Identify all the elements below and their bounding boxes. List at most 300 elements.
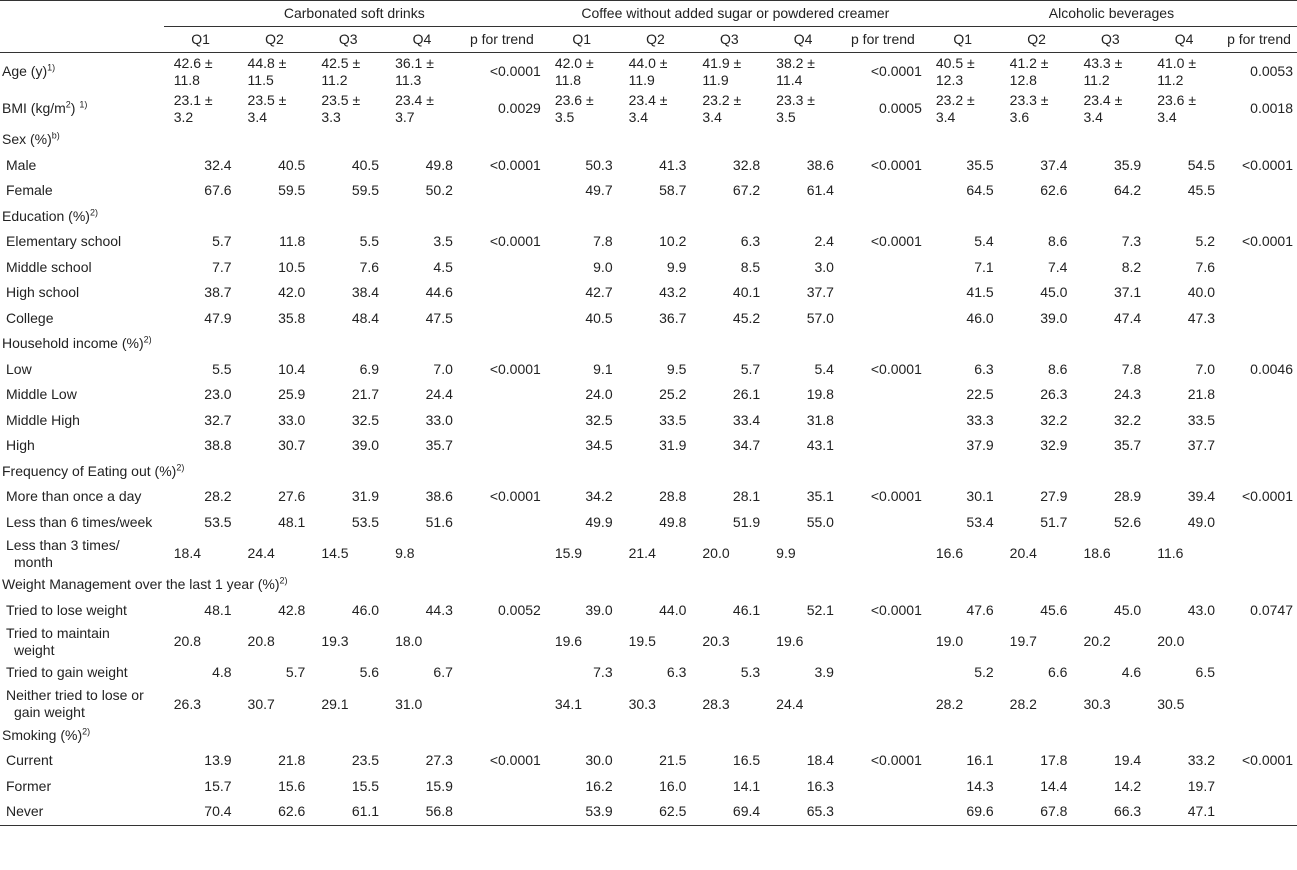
cell-value: 48.4 <box>351 309 380 326</box>
row-label-text: Middle Low <box>6 386 77 403</box>
p-trend-cell <box>459 535 545 572</box>
row-label-text: Female <box>6 182 53 199</box>
row-label-text: Current <box>6 752 53 769</box>
value-cell <box>766 178 840 204</box>
cell-value: 40.1 <box>732 284 761 301</box>
cell-value: 32.7 <box>204 411 232 428</box>
mean-sd-cell <box>545 53 619 91</box>
value-cell <box>692 510 766 536</box>
cell-value: 20.3 <box>702 633 730 649</box>
cell-value: 47.4 <box>1113 309 1142 326</box>
cell-value: 16.2 <box>585 777 613 794</box>
value-cell <box>385 306 459 332</box>
value-cell <box>311 229 385 255</box>
value-cell <box>926 623 1000 660</box>
cell-value: 8.6 <box>1047 233 1068 250</box>
p-trend-header: p for trend <box>840 27 926 53</box>
value-cell <box>238 484 312 510</box>
cell-value: 15.6 <box>278 777 306 794</box>
p-trend-cell <box>840 433 926 459</box>
cell-value: 10.2 <box>659 233 687 250</box>
table-row <box>0 510 1297 536</box>
section-title: Weight Management over the last 1 year (%) <box>2 576 280 593</box>
value-cell <box>311 748 385 774</box>
cell-value: 29.1 <box>321 695 349 712</box>
cell-value: 4.8 <box>212 664 232 681</box>
value-cell <box>1000 598 1074 624</box>
cell-value: 14.4 <box>1040 777 1068 794</box>
value-cell <box>1147 153 1221 179</box>
value-cell <box>311 510 385 536</box>
value-cell <box>1073 408 1147 434</box>
row-label-text: ) <box>70 100 76 116</box>
cell-value: 53.5 <box>351 513 380 530</box>
cell-value: 39.0 <box>351 437 380 454</box>
cell-value: 32.8 <box>732 156 761 173</box>
sd-value: 3.4 <box>628 108 649 125</box>
mean-sd-cell <box>766 90 840 127</box>
row-label-line: Less than 3 times/ <box>6 536 120 553</box>
value-cell <box>545 357 619 383</box>
sd-value: 11.2 <box>1157 71 1184 88</box>
quartile-header: Q1 <box>545 27 619 53</box>
cell-value: 7.6 <box>1195 258 1215 275</box>
row-label-text: Low <box>6 360 32 377</box>
value-cell <box>766 153 840 179</box>
cell-value: 62.6 <box>278 803 306 820</box>
value-cell <box>926 255 1000 281</box>
p-trend-cell <box>840 255 926 281</box>
cell-value: 70.4 <box>204 803 232 820</box>
cell-value: 8.6 <box>1047 360 1068 377</box>
cell-value: 34.7 <box>732 437 761 454</box>
mean-value: 44.8 ± <box>247 54 287 71</box>
p-trend-cell <box>1221 408 1297 434</box>
value-cell <box>545 433 619 459</box>
value-cell <box>1073 229 1147 255</box>
cell-value: 30.5 <box>1157 695 1185 712</box>
value-cell <box>766 484 840 510</box>
footnote-marker: 2) <box>176 462 185 473</box>
value-cell <box>238 255 312 281</box>
value-cell <box>692 623 766 660</box>
cell-value: 9.9 <box>776 545 796 561</box>
footnote-marker: 2 <box>65 99 71 110</box>
table-row <box>0 535 1297 572</box>
section-heading-label <box>0 572 1297 598</box>
cell-value: 33.2 <box>1187 752 1215 769</box>
cell-value: 5.7 <box>212 233 232 250</box>
p-trend-header: p for trend <box>459 27 545 53</box>
cell-value: 49.9 <box>585 513 613 530</box>
cell-value: 7.7 <box>212 258 232 275</box>
p-trend-cell <box>1221 382 1297 408</box>
value-cell <box>545 229 619 255</box>
cell-value: 10.5 <box>278 258 306 275</box>
mean-value: 23.6 ± <box>554 91 594 108</box>
value-cell <box>766 255 840 281</box>
cell-value: 35.7 <box>1113 437 1142 454</box>
value-cell <box>545 306 619 332</box>
mean-sd-cell <box>238 53 312 91</box>
row-label-text: Middle High <box>6 411 80 428</box>
value-cell <box>766 799 840 825</box>
value-cell <box>545 799 619 825</box>
cell-value: 14.2 <box>1113 777 1142 794</box>
p-trend-cell <box>1221 748 1297 774</box>
value-cell <box>926 598 1000 624</box>
value-cell <box>164 408 238 434</box>
mean-value: 23.1 ± <box>173 91 213 108</box>
p-trend-cell <box>459 90 545 127</box>
value-cell <box>1000 153 1074 179</box>
p-value: <0.0001 <box>1242 156 1293 173</box>
cell-value: 52.6 <box>1113 513 1142 530</box>
mean-value: 42.6 ± <box>173 54 213 71</box>
mean-value: 23.4 ± <box>1083 91 1123 108</box>
section-heading-label <box>0 723 1297 749</box>
cell-value: 20.0 <box>702 545 730 561</box>
value-cell <box>545 535 619 572</box>
cell-value: 4.6 <box>1121 664 1142 681</box>
value-cell <box>766 433 840 459</box>
p-trend-cell <box>1221 535 1297 572</box>
mean-sd-cell <box>385 53 459 91</box>
p-value: 0.0747 <box>1250 601 1293 618</box>
value-cell <box>164 255 238 281</box>
p-trend-cell <box>459 178 545 204</box>
cell-value: 37.1 <box>1113 284 1142 301</box>
cell-value: 15.5 <box>351 777 380 794</box>
p-trend-cell <box>459 774 545 800</box>
mean-sd-cell <box>385 90 459 127</box>
cell-value: 18.0 <box>395 633 423 649</box>
cell-value: 31.0 <box>395 695 423 712</box>
cell-value: 40.0 <box>1187 284 1215 301</box>
value-cell <box>926 748 1000 774</box>
cell-value: 30.0 <box>585 752 613 769</box>
value-cell <box>164 178 238 204</box>
p-value: 0.0052 <box>498 601 541 618</box>
value-cell <box>926 510 1000 536</box>
value-cell <box>1147 484 1221 510</box>
value-cell <box>545 623 619 660</box>
value-cell <box>545 153 619 179</box>
value-cell <box>1073 623 1147 660</box>
value-cell <box>766 535 840 572</box>
cell-value: 7.1 <box>974 258 994 275</box>
cell-value: 47.9 <box>204 309 232 326</box>
value-cell <box>238 280 312 306</box>
value-cell <box>619 623 693 660</box>
section-title: Education (%) <box>2 207 90 224</box>
cell-value: 20.8 <box>247 633 275 649</box>
value-cell <box>619 178 693 204</box>
p-trend-cell <box>1221 686 1297 723</box>
value-cell <box>619 799 693 825</box>
p-trend-cell <box>840 280 926 306</box>
value-cell <box>545 660 619 686</box>
sd-value: 12.3 <box>935 71 964 88</box>
cell-value: 48.1 <box>278 513 306 530</box>
p-trend-cell <box>1221 53 1297 91</box>
quartile-header: Q4 <box>385 27 459 53</box>
p-value: <0.0001 <box>870 601 922 618</box>
mean-sd-cell <box>766 53 840 91</box>
p-trend-cell <box>1221 774 1297 800</box>
value-cell <box>692 382 766 408</box>
cell-value: 23.0 <box>204 386 232 403</box>
cell-value: 18.4 <box>806 752 834 769</box>
row-label <box>0 660 164 686</box>
p-trend-cell <box>459 408 545 434</box>
cell-value: 39.4 <box>1187 488 1215 505</box>
value-cell <box>1147 280 1221 306</box>
cell-value: 38.6 <box>425 488 453 505</box>
row-label <box>0 535 164 572</box>
row-label <box>0 306 164 332</box>
cell-value: 33.0 <box>425 411 453 428</box>
sd-value: 11.2 <box>321 71 348 88</box>
cell-value: 7.6 <box>359 258 380 275</box>
mean-sd-cell <box>1000 53 1074 91</box>
mean-value: 23.5 ± <box>247 91 287 108</box>
value-cell <box>385 598 459 624</box>
value-cell <box>1147 660 1221 686</box>
cell-value: 45.0 <box>1113 601 1142 618</box>
value-cell <box>311 433 385 459</box>
cell-value: 30.7 <box>247 695 275 712</box>
sd-value: 11.8 <box>554 71 582 88</box>
cell-value: 40.5 <box>278 156 306 173</box>
value-cell <box>766 774 840 800</box>
cell-value: 47.6 <box>966 601 994 618</box>
p-value: <0.0001 <box>489 156 541 173</box>
quartile-header: Q1 <box>926 27 1000 53</box>
value-cell <box>164 382 238 408</box>
value-cell <box>692 660 766 686</box>
cell-value: 49.8 <box>659 513 687 530</box>
value-cell <box>238 408 312 434</box>
value-cell <box>619 686 693 723</box>
value-cell <box>766 229 840 255</box>
p-trend-cell <box>840 510 926 536</box>
value-cell <box>1147 433 1221 459</box>
value-cell <box>1073 510 1147 536</box>
p-trend-cell <box>840 748 926 774</box>
value-cell <box>1073 178 1147 204</box>
cell-value: 44.3 <box>425 601 453 618</box>
value-cell <box>164 686 238 723</box>
mean-value: 23.3 ± <box>776 91 815 108</box>
value-cell <box>1000 623 1074 660</box>
cell-value: 15.9 <box>554 545 583 561</box>
cell-value: 5.7 <box>740 360 761 377</box>
value-cell <box>1073 382 1147 408</box>
value-cell <box>164 306 238 332</box>
table-row <box>0 623 1297 660</box>
value-cell <box>926 484 1000 510</box>
mean-sd-cell <box>1073 53 1147 91</box>
cell-value: 7.3 <box>1121 233 1142 250</box>
cell-value: 16.0 <box>659 777 687 794</box>
value-cell <box>385 510 459 536</box>
row-label-text: Former <box>6 777 52 794</box>
table-body <box>0 53 1297 826</box>
mean-value: 23.6 ± <box>1157 91 1197 108</box>
section-heading-education <box>0 204 1297 230</box>
table-row <box>0 229 1297 255</box>
value-cell <box>238 535 312 572</box>
footnote-marker: 2) <box>89 207 98 218</box>
cell-value: 2.4 <box>814 233 834 250</box>
cell-value: 28.9 <box>1113 488 1142 505</box>
value-cell <box>164 433 238 459</box>
section-title: Household income (%) <box>2 335 144 352</box>
mean-value: 42.5 ± <box>321 54 361 71</box>
cell-value: 5.3 <box>740 664 761 681</box>
table-row <box>0 408 1297 434</box>
table-row <box>0 382 1297 408</box>
value-cell <box>619 433 693 459</box>
p-trend-cell <box>459 280 545 306</box>
p-trend-cell <box>459 53 545 91</box>
cell-value: 30.3 <box>1083 695 1111 712</box>
sd-value: 3.5 <box>776 108 796 125</box>
row-label-text: BMI (kg/m <box>2 100 66 116</box>
value-cell <box>926 408 1000 434</box>
cell-value: 67.2 <box>732 182 761 199</box>
p-trend-cell <box>459 598 545 624</box>
cell-value: 19.6 <box>554 633 583 649</box>
p-value: <0.0001 <box>1242 488 1293 505</box>
table-row <box>0 660 1297 686</box>
cell-value: 31.8 <box>806 411 834 428</box>
value-cell <box>238 748 312 774</box>
p-trend-cell <box>1221 484 1297 510</box>
sd-value: 11.5 <box>247 71 274 88</box>
value-cell <box>619 382 693 408</box>
cell-value: 65.3 <box>806 803 834 820</box>
value-cell <box>766 748 840 774</box>
cell-value: 45.0 <box>1040 284 1068 301</box>
cell-value: 64.5 <box>966 182 994 199</box>
value-cell <box>164 229 238 255</box>
p-trend-cell <box>1221 433 1297 459</box>
row-label <box>0 433 164 459</box>
value-cell <box>1147 510 1221 536</box>
value-cell <box>164 748 238 774</box>
value-cell <box>1147 774 1221 800</box>
cell-value: 6.3 <box>974 360 994 377</box>
sd-value: 3.4 <box>702 108 722 125</box>
value-cell <box>619 535 693 572</box>
sd-value: 3.4 <box>247 108 267 125</box>
p-trend-cell <box>1221 255 1297 281</box>
cell-value: 7.8 <box>593 233 613 250</box>
value-cell <box>692 255 766 281</box>
cell-value: 53.5 <box>204 513 232 530</box>
mean-sd-cell <box>311 90 385 127</box>
cell-value: 35.8 <box>278 309 306 326</box>
value-cell <box>238 433 312 459</box>
cell-value: 11.8 <box>279 233 306 250</box>
cell-value: 28.2 <box>1009 695 1037 712</box>
value-cell <box>545 484 619 510</box>
value-cell <box>1073 484 1147 510</box>
cell-value: 44.6 <box>425 284 453 301</box>
cell-value: 50.3 <box>585 156 613 173</box>
value-cell <box>238 623 312 660</box>
value-cell <box>619 229 693 255</box>
cell-value: 39.0 <box>585 601 613 618</box>
value-cell <box>545 382 619 408</box>
cell-value: 52.1 <box>806 601 834 618</box>
cell-value: 26.3 <box>173 695 201 712</box>
cell-value: 35.9 <box>1113 156 1142 173</box>
cell-value: 6.3 <box>666 664 687 681</box>
bmi-label <box>0 90 164 127</box>
sd-value: 11.4 <box>776 71 803 88</box>
value-cell <box>311 357 385 383</box>
p-value: <0.0001 <box>870 752 922 769</box>
p-trend-cell <box>840 408 926 434</box>
cell-value: 33.0 <box>278 411 306 428</box>
sd-value: 11.8 <box>173 71 200 88</box>
value-cell <box>1000 357 1074 383</box>
sd-value: 3.3 <box>321 108 341 125</box>
sd-value: 11.9 <box>702 71 729 88</box>
cell-value: 7.3 <box>593 664 613 681</box>
cell-value: 3.9 <box>814 664 834 681</box>
section-heading-sex <box>0 127 1297 153</box>
cell-value: 27.6 <box>278 488 306 505</box>
cell-value: 31.9 <box>659 437 687 454</box>
table-row <box>0 799 1297 825</box>
cell-value: 21.4 <box>628 545 656 561</box>
value-cell <box>385 535 459 572</box>
cell-value: 37.9 <box>966 437 994 454</box>
cell-value: 17.8 <box>1040 752 1068 769</box>
cell-value: 49.7 <box>585 182 613 199</box>
cell-value: 5.7 <box>285 664 306 681</box>
value-cell <box>1000 748 1074 774</box>
value-cell <box>1000 535 1074 572</box>
cell-value: 14.5 <box>321 545 349 561</box>
age-label <box>0 53 164 91</box>
cell-value: 5.5 <box>212 360 232 377</box>
row-label <box>0 382 164 408</box>
quartile-header: Q3 <box>692 27 766 53</box>
value-cell <box>1000 408 1074 434</box>
sd-value: 3.4 <box>1157 108 1177 125</box>
sd-value: 12.8 <box>1009 71 1037 88</box>
cell-value: 21.7 <box>351 386 380 403</box>
row-label-text: Tried to lose weight <box>6 601 127 618</box>
value-cell <box>311 306 385 332</box>
value-cell <box>385 799 459 825</box>
value-cell <box>238 306 312 332</box>
cell-value: 4.5 <box>433 258 453 275</box>
value-cell <box>1000 280 1074 306</box>
quartile-header: Q2 <box>1000 27 1074 53</box>
p-value: <0.0001 <box>489 360 541 377</box>
mean-value: 38.2 ± <box>776 54 815 71</box>
mean-value: 23.4 ± <box>395 91 434 108</box>
cell-value: 21.8 <box>278 752 306 769</box>
row-label <box>0 178 164 204</box>
table-row-bmi <box>0 90 1297 127</box>
